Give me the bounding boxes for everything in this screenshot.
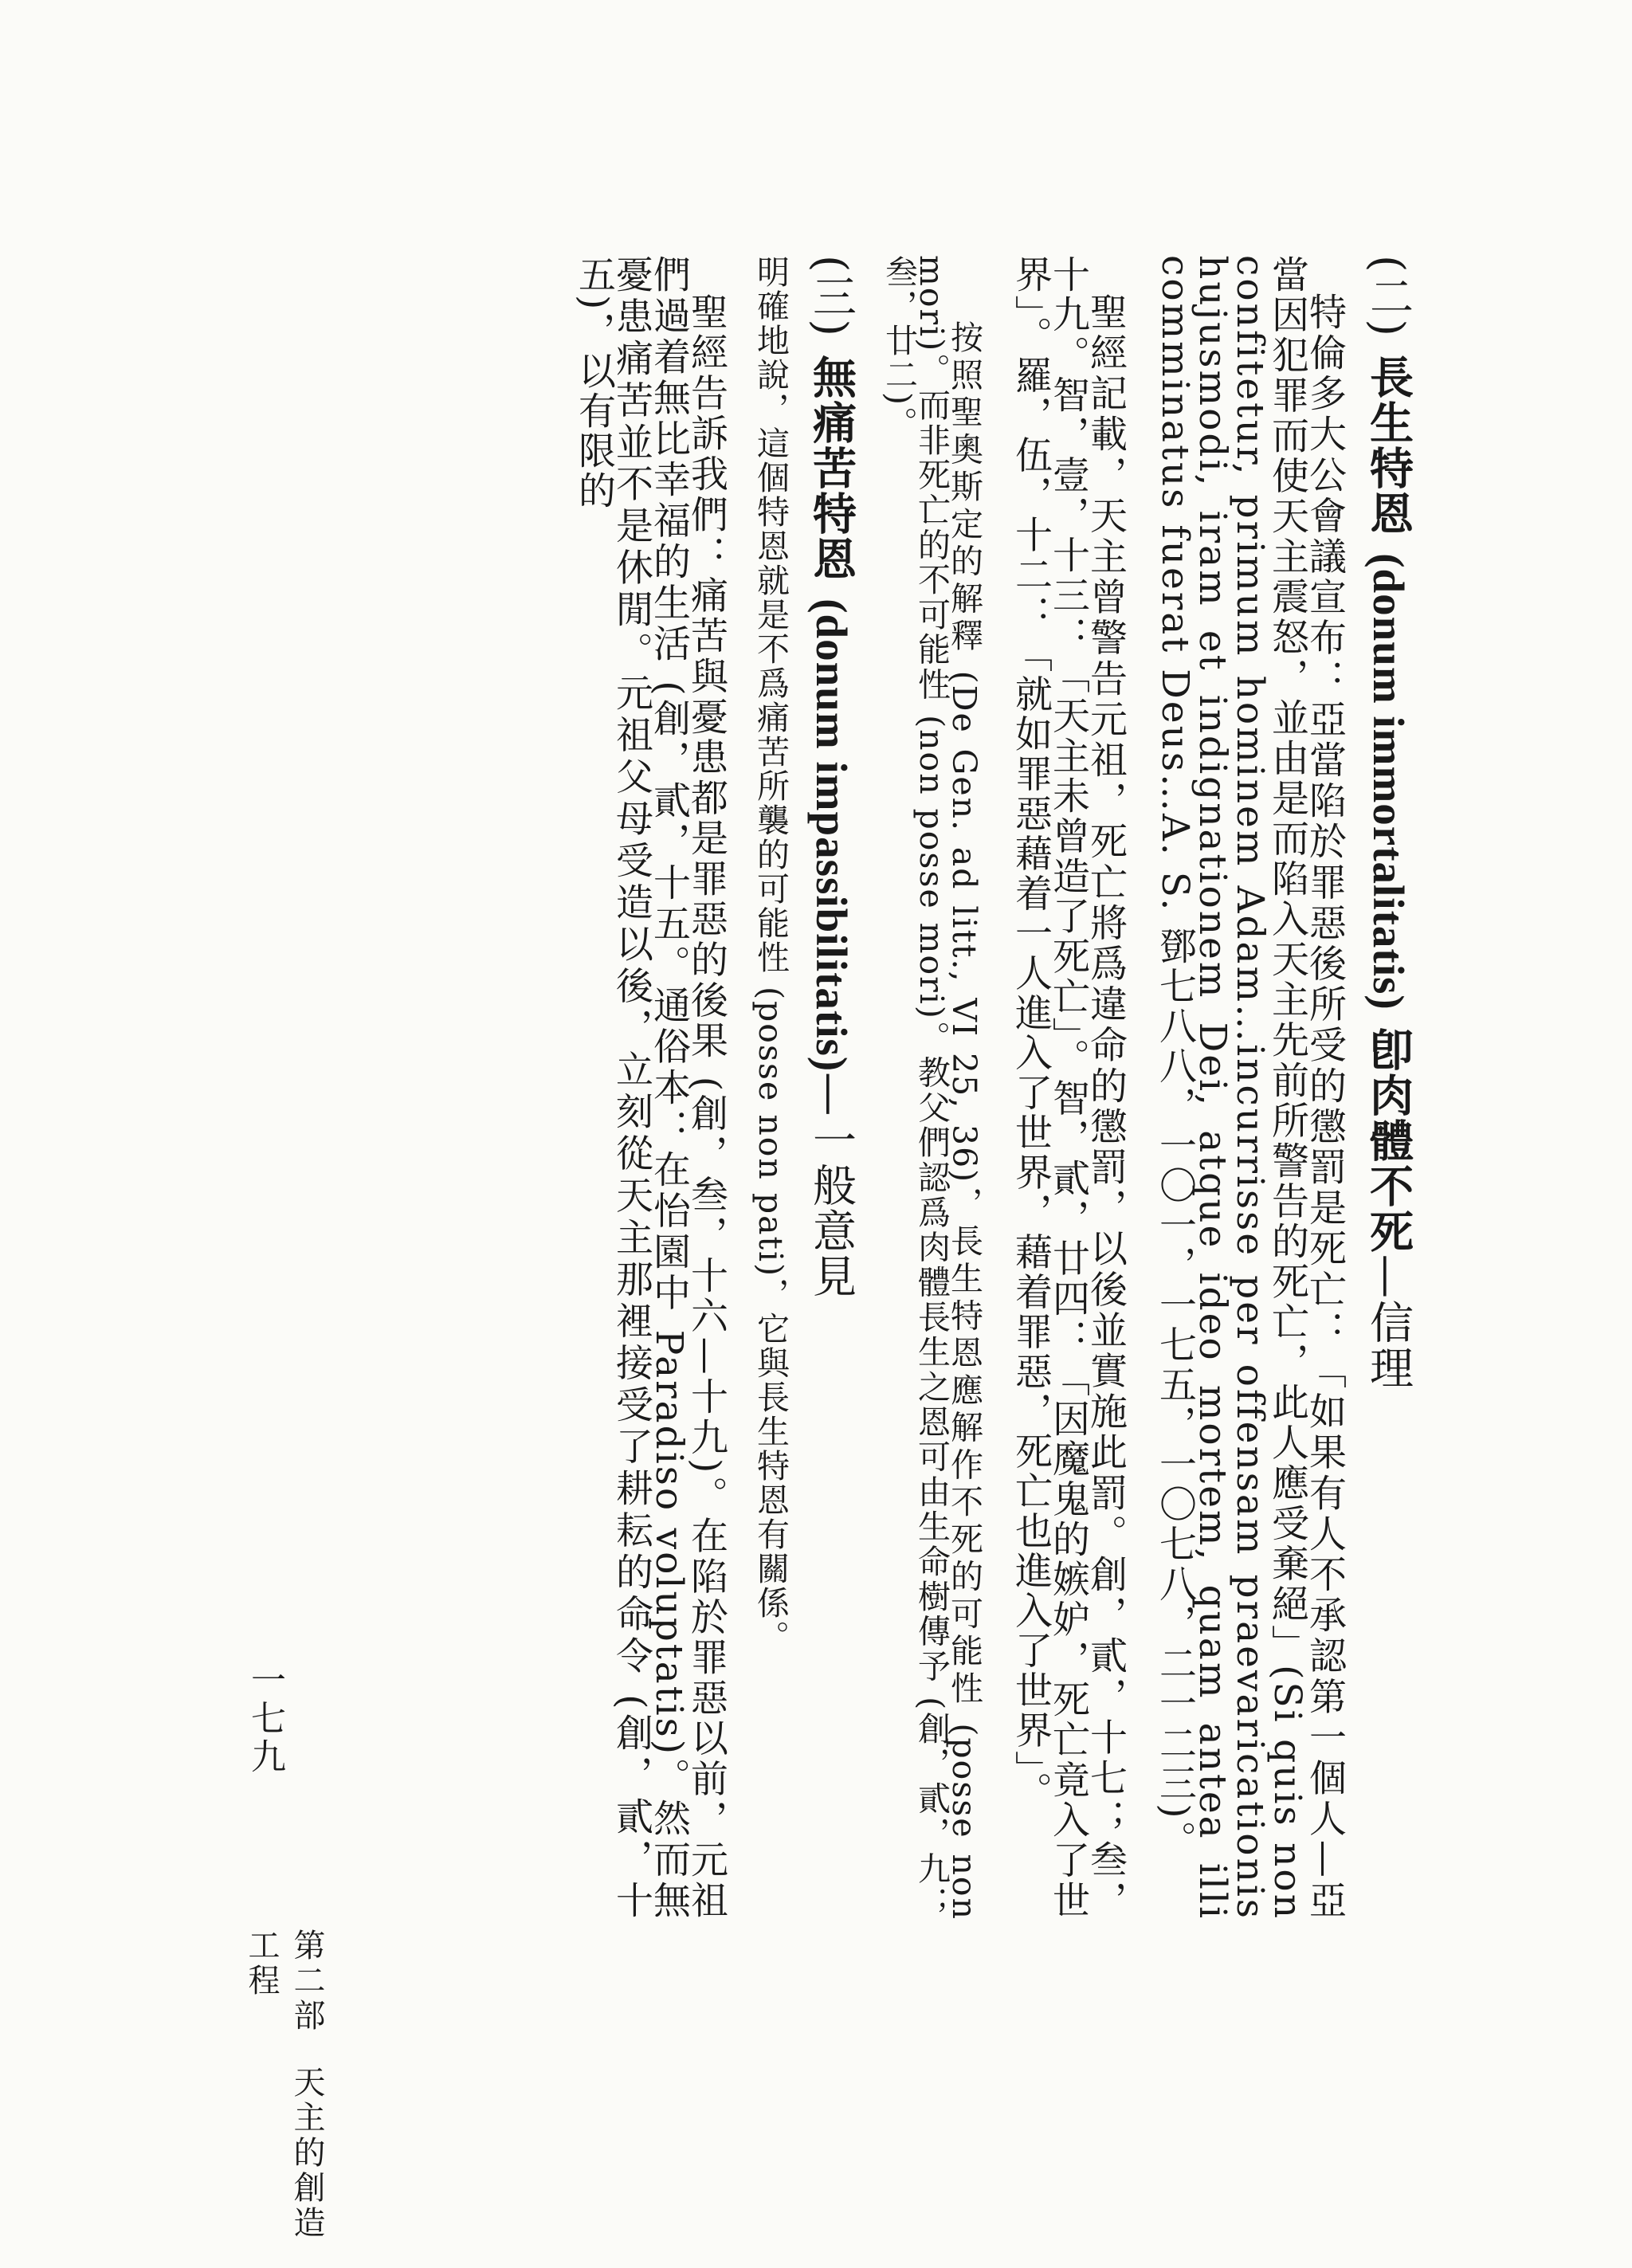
section-2-subtitle: 卽肉體不死 (1363, 1026, 1414, 1254)
paragraph-scripture-suffering: 聖經告訴我們：痛苦與憂患都是罪惡的後果 (創，叁，十六—十九)。在陷於罪惡以前，元祖們過着無比幸福的生活 (創，貳，十五。通俗本：在怡園中 Paradiso voluptatis)。然而無憂患痛苦並不是休閒。元祖父母受造以後，立刻從天主那裡接受了耕耘的命令 (創，貳，十五)，以有限的 (572, 255, 728, 1921)
footer-part: 第二部 (288, 1929, 325, 2034)
note-augustine: 按照聖奧斯定的解釋 (De Gen. ad litt., VI 25, 36)，長生特恩應解作不死的可能性 (posse non mori)。而非死亡的不可能性 (non posse mori)。教父們認爲肉體長生之恩可由生命樹傳予 (創，貳，九；叁，廿二)。 (880, 255, 983, 1921)
running-footer (239, 1929, 330, 2268)
section-3-number: (三) (806, 255, 857, 338)
section-2-heading (1363, 255, 1414, 1921)
section-3-heading (806, 255, 857, 1921)
section-3-title: 無痛苦特恩 (806, 355, 857, 583)
section-3-latin: (donum impassibilitatis) (807, 598, 856, 1073)
page-number: 一七九 (245, 1662, 285, 1776)
footer-chapter: 天主的創造工程 (243, 1929, 325, 2241)
section-3-tail: —一般意見 (806, 1072, 857, 1300)
paragraph-definition: 明確地說，這個特恩就是不爲痛苦所襲的可能性 (posse non pati)，它與長生特恩有關係。 (751, 255, 790, 1655)
section-2-title: 長生特恩 (1363, 355, 1414, 537)
paragraph-scripture-death: 聖經記載，天主曾警告元祖，死亡將爲違命的懲罰，以後並實施此罰。創，貳，十七；叁，十九。智，壹，十三：「天主未曾造了死亡」。智，貳，廿四：「因魔鬼的嫉妒，死亡竟入了世界」。羅，伍，十二：「就如罪惡藉着一人進入了世界，藉着罪惡，死亡也進入了世界」。 (1009, 255, 1128, 1921)
paragraph-council-trent: 特倫多大公會議宣布：亞當陷於罪惡後所受的懲罰是死亡：「如果有人不承認第一個人—亞當因犯罪而使天主震怒，並由是而陷入天主先前所警告的死亡，此人應受棄絕」(Si quis non confitetur, primum hominem Adam…incurrisse per offensam praevaricationis hujusmodi, iram et indignationem Dei, atque ideo mortem, quam antea illi comminatus fuerat Deus…A. S. 鄧七八八，一〇一，一七五，一〇七八，二一二三)。 (1153, 255, 1347, 1921)
section-2-number: (二) (1363, 255, 1414, 338)
page-text-block (239, 255, 1414, 1921)
section-2-latin: (donum immortalitatis) (1364, 553, 1413, 1010)
section-2-tail: —信理 (1363, 1254, 1414, 1391)
